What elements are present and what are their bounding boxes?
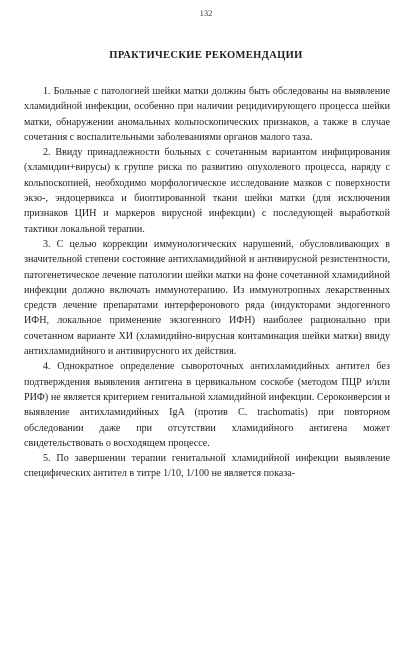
recommendations-body	[24, 84, 390, 482]
page-number: 132	[199, 8, 213, 18]
recommendation-paragraph-5: 5. По завершении терапии генитальной хламидийной инфекции выявление специфических антител в титре 1/10, 1/100 не является показа-	[24, 453, 390, 480]
recommendation-paragraph-1: 1. Больные с патологией шейки матки должны быть обследованы на выявление хламидийной инфекции, особенно при наличии рецидиvирующего процесса шейки матки, обнаружении аномальных кольпоскопических признаков, а также в случае сочетания с воспалительными заболеваниями органов малого таза.	[24, 86, 390, 143]
section-heading: ПРАКТИЧЕСКИЕ РЕКОМЕНДАЦИИ	[109, 50, 303, 61]
recommendation-paragraph-4: 4. Однократное определение сывороточных антихламидийных антител без подтверждения выявления антигена в цервикальном соскобе (методом ПЦР и/или РИФ) не является критерием генитальной хламидийной инфекции. Сероконверсия и выявление антихламидийных IgA (против C. trachomatis) при повторном обследовании даже при отсутствии хламидийного антигена может свидетельствовать о восходящем процессе.	[24, 361, 390, 449]
recommendation-paragraph-2: 2. Ввиду принадлежности больных с сочетанным вариантом инфицирования (хламидии+вирусы) к группе риска по развитию опухолевого процесса, наряду с кольпоскопией, необходимо морфологическое исследование мазков с поверхности экзо-, эндоцервикса и биоптированной ткани шейки матки (для исключения признаков ЦИН и маркеров вирусной инфекции) с последующей выработкой тактики локальной терапии.	[24, 147, 390, 235]
recommendation-paragraph-3: 3. С целью коррекции иммунологических нарушений, обусловливающих в значительной степени состояние антихламидийной и антивирусной резистентности, патогенетическое лечение патологии шейки матки на фоне сочетанной хламидийной инфекции должно включать иммунотерапию. Из иммунотропных лекарственных средств лечение препаратами интерферонового ряда (индукторами эндогенного ИФН, локальное применение экзогенного ИФН) наиболее рационально при сочетанном варианте ХИ (хламидийно-вирусная контаминация шейки матки) ввиду антихламидийного и антивирусного их действия.	[24, 238, 390, 358]
